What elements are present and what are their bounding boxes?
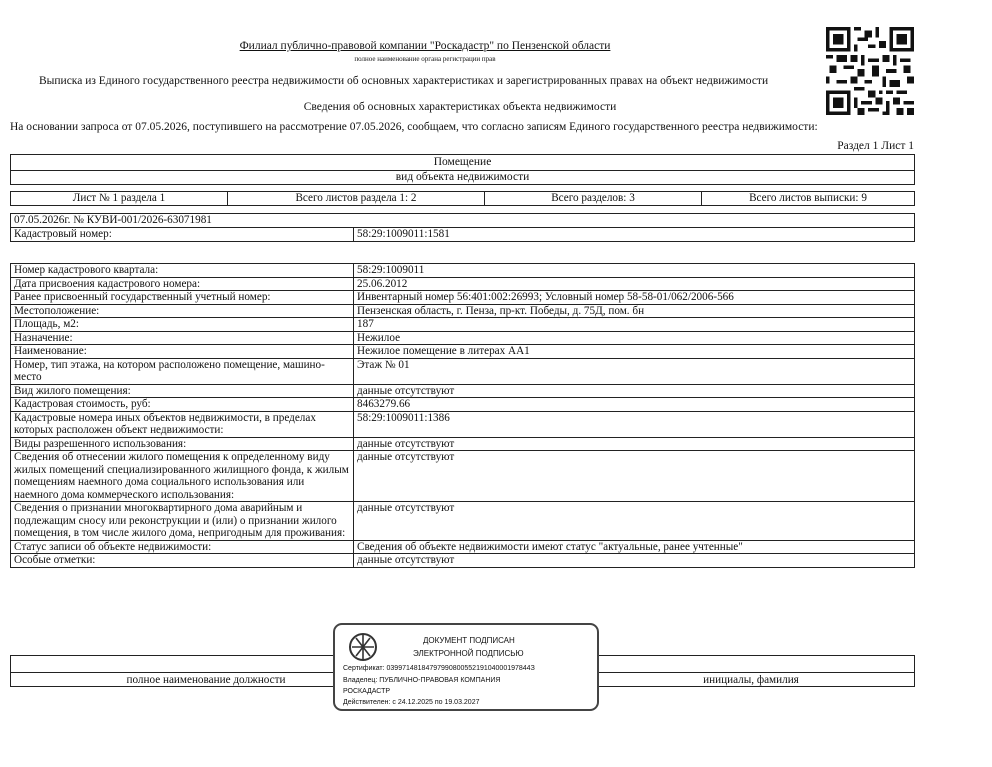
name-caption: инициалы, фамилия (703, 674, 799, 686)
stamp-owner: Владелец: ПУБЛИЧНО-ПРАВОВАЯ КОМПАНИЯ (343, 677, 501, 684)
org-caption: полное наименование органа регистрации прав (354, 55, 496, 63)
object-type: Помещение (433, 156, 492, 168)
sheet-number: Лист № 1 раздела 1 (11, 192, 228, 206)
qr-code (826, 27, 914, 115)
table-row: Статус записи об объекте недвижимости: Сведения об объекте недвижимости имеют статус "актуальные, ранее учтенные" (11, 540, 915, 554)
sheet-info-table (10, 191, 915, 206)
e-signature-stamp (333, 623, 599, 711)
table-row: Кадастровая стоимость, руб: 8463279.66 (11, 398, 915, 412)
emblem-icon (347, 631, 379, 663)
table-row: Ранее присвоенный государственный учетный номер: Инвентарный номер 56:401:002:26993; Условный номер 58-58-01/062/2006-566 (11, 291, 915, 305)
position-caption: полное наименование должности (126, 674, 286, 686)
table-row: Местоположение: Пензенская область, г. Пенза, пр-кт. Победы, д. 75Д, пом. бн (11, 304, 915, 318)
stamp-owner2: РОСКАДАСТР (343, 688, 391, 695)
table-row: Вид жилого помещения: данные отсутствуют (11, 384, 915, 398)
cadastral-number-label: Кадастровый номер: (11, 228, 354, 242)
section-sheet-label: Раздел 1 Лист 1 (837, 140, 914, 152)
org-name: Филиал публично-правовой компании "Роскадастр" по Пензенской области (239, 40, 611, 52)
table-row: Наименование: Нежилое помещение в литерах АА1 (11, 345, 915, 359)
table-row: Сведения об отнесении жилого помещения к определенному виду жилых помещений специализированного жилищного фонда, к жилым помещениям наемного дома социального использования или наемного дома коммерческого использования: данные отсутствуют (11, 451, 915, 502)
stamp-cert: Сертификат: 0399714818479799080055219104000197844З (343, 665, 535, 672)
table-row: Номер, тип этажа, на котором расположено помещение, машино-место Этаж № 01 (11, 358, 915, 384)
record-table (10, 213, 915, 242)
table-row: Виды разрешенного использования: данные отсутствуют (11, 437, 915, 451)
table-row: Назначение: Нежилое (11, 331, 915, 345)
table-row: Кадастровые номера иных объектов недвижимости, в пределах которых расположен объект недвижимости: 58:29:1009011:1386 (11, 411, 915, 437)
object-type-caption: вид объекта недвижимости (395, 171, 530, 183)
object-type-box (10, 154, 915, 185)
cadastral-number-value: 58:29:1009011:1581 (354, 228, 915, 242)
total-sheets-section: Всего листов раздела 1: 2 (228, 192, 485, 206)
characteristics-table (10, 263, 915, 568)
table-row: Номер кадастрового квартала: 58:29:1009011 (11, 264, 915, 278)
record-number: 07.05.2026г. № КУВИ-001/2026-63071981 (11, 214, 915, 228)
table-row: Особые отметки: данные отсутствуют (11, 554, 915, 568)
request-basis: На основании запроса от 07.05.2026, поступившего на рассмотрение 07.05.2026, сообщаем, что согласно записям Единого государственного реестра недвижимости: (10, 121, 818, 133)
table-row: Дата присвоения кадастрового номера: 25.06.2012 (11, 277, 915, 291)
stamp-line1: ДОКУМЕНТ ПОДПИСАН (423, 636, 515, 645)
document-subtitle: Сведения об основных характеристиках объекта недвижимости (303, 101, 617, 113)
total-sheets: Всего листов выписки: 9 (702, 192, 915, 206)
stamp-valid: Действителен: с 24.12.2025 по 19.03.2027 (343, 699, 480, 706)
document-title: Выписка из Единого государственного реестра недвижимости об основных характеристиках и зарегистрированных правах на объект недвижимости (39, 75, 769, 87)
table-row: Сведения о признании многоквартирного дома аварийным и подлежащим сносу или реконструкции и (или) о признании жилого помещения, в том числе жилого дома, непригодным для проживания: данные отсутствуют (11, 502, 915, 541)
table-row: Площадь, м2: 187 (11, 318, 915, 332)
total-sections: Всего разделов: 3 (485, 192, 702, 206)
stamp-line2: ЭЛЕКТРОННОЙ ПОДПИСЬЮ (413, 649, 524, 658)
